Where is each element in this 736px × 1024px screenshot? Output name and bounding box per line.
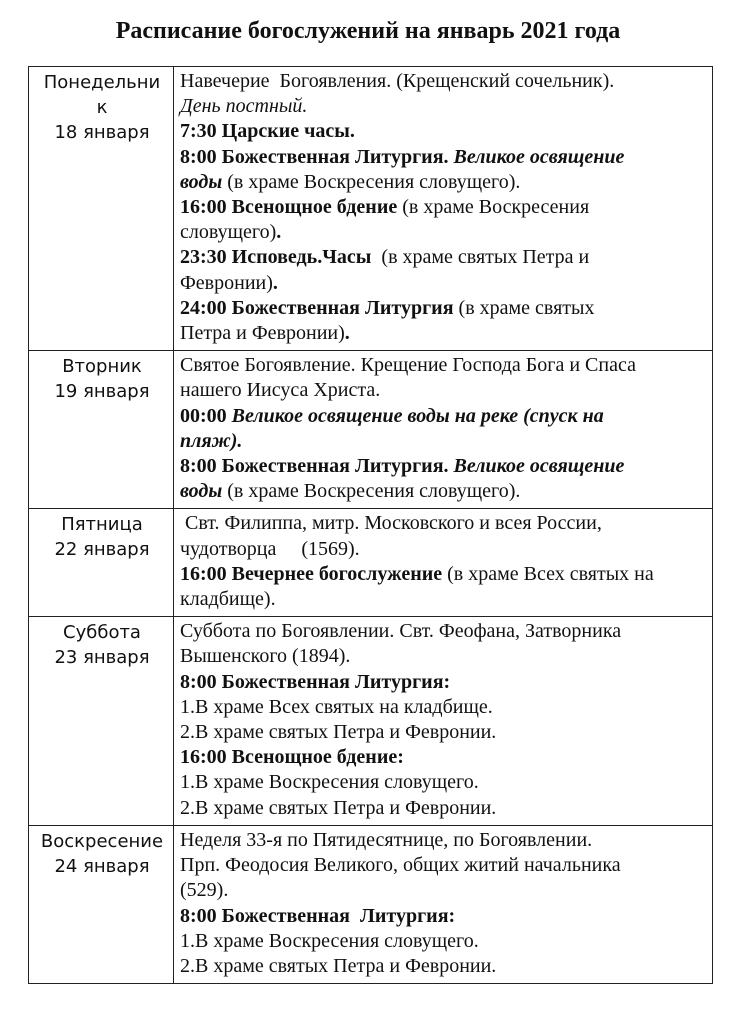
day-label: 23 января (54, 647, 150, 669)
text-run: (в храме святых Петра и (371, 246, 590, 269)
service-line (180, 220, 708, 245)
service-line (180, 619, 708, 644)
text-run: Святое Богоявление. Крещение Господа Бога и Спаса (180, 354, 636, 377)
text-run: 1.В храме Воскресения словущего. (180, 771, 479, 794)
service-line (180, 904, 708, 929)
day-cell (29, 617, 174, 826)
day-label: 19 января (54, 381, 150, 403)
services-cell (174, 825, 713, 983)
text-run: (в храме Всех святых на (442, 562, 654, 585)
text-run: пляж). (180, 429, 243, 452)
service-line (180, 119, 708, 144)
day-cell (29, 351, 174, 509)
text-run: словущего) (180, 221, 277, 244)
day-label: Понедельни (43, 72, 161, 93)
text-run: чудотворца (1569). (180, 537, 360, 560)
text-run: Великое освящение (453, 455, 625, 478)
text-run: 8:00 Божественная Литургия. (180, 455, 454, 478)
service-line (180, 537, 708, 562)
service-line (180, 170, 708, 195)
service-line (180, 245, 708, 270)
text-run: Навечерие Богоявления. (Крещенский сочельник). (180, 70, 615, 92)
services-cell (174, 617, 713, 826)
day-label: 18 января (54, 122, 150, 143)
text-run: 16:00 Вечернее богослужение (180, 562, 443, 585)
text-run: 2.В храме святых Петра и Февронии. (180, 954, 497, 977)
service-line (180, 296, 708, 321)
day-label: Вторник (62, 356, 142, 378)
service-line (180, 720, 708, 745)
service-line (180, 145, 708, 170)
text-run: Вышенского (1894). (180, 645, 351, 668)
service-line (180, 587, 708, 612)
text-run: воды (180, 170, 223, 193)
service-line (180, 695, 708, 720)
service-line (180, 670, 708, 695)
service-line (180, 929, 708, 954)
text-run: Прп. Феодосия Великого, общих житий начальника (180, 854, 621, 877)
text-run: Суббота по Богоявлении. Свт. Феофана, Затворника (180, 620, 622, 643)
day-label: к (96, 97, 108, 118)
text-run: . (276, 221, 282, 244)
service-line (180, 511, 708, 536)
services-cell (174, 351, 713, 509)
service-line (180, 321, 708, 346)
service-line (180, 404, 708, 429)
service-line (180, 770, 708, 795)
text-run: (в храме Воскресения словущего). (222, 170, 521, 193)
text-run: 1.В храме Всех святых на кладбище. (180, 695, 493, 718)
service-line (180, 853, 708, 878)
text-run: (529). (180, 879, 229, 902)
text-run: Февронии) (180, 271, 273, 294)
services-cell (174, 509, 713, 617)
service-line (180, 479, 708, 504)
text-run: кладбище). (180, 588, 276, 611)
text-run: 23:30 Исповедь.Часы (180, 246, 372, 269)
service-line (180, 828, 708, 853)
text-run: (в храме святых (453, 296, 595, 319)
text-run: 16:00 Всенощное бдение: (180, 746, 404, 769)
text-run: нашего Иисуса Христа. (180, 379, 381, 402)
text-run: День постный. (180, 95, 308, 118)
text-run: Великое освящение (453, 145, 625, 168)
text-run: 16:00 Всенощное бдение (180, 196, 398, 219)
schedule-row (29, 825, 713, 983)
service-line (180, 954, 708, 979)
text-run: 00:00 (180, 404, 232, 427)
text-run: Великое освящение воды на реке (спуск на (231, 404, 604, 427)
text-run: 7:30 Царские часы. (180, 120, 355, 143)
text-run: 1.В храме Воскресения словущего. (180, 929, 479, 952)
day-label: Воскресение (40, 830, 164, 852)
text-run: 8:00 Божественная Литургия: (180, 904, 456, 927)
text-run: Петра и Февронии) (180, 322, 345, 345)
text-run: 8:00 Божественная Литургия: (180, 670, 451, 693)
text-run: Свт. Филиппа, митр. Московского и всея России, (180, 512, 602, 535)
day-cell (29, 67, 174, 351)
service-line (180, 69, 708, 94)
text-run: 2.В храме святых Петра и Февронии. (180, 721, 497, 744)
day-label: 24 января (54, 855, 150, 877)
service-line (180, 562, 708, 587)
text-run: (в храме Воскресения (397, 196, 590, 219)
schedule-row (29, 67, 713, 351)
day-cell (29, 825, 174, 983)
schedule-table (28, 66, 713, 984)
text-run: (в храме Воскресения словущего). (222, 480, 521, 503)
service-line (180, 195, 708, 220)
text-run: 24:00 Божественная Литургия (180, 296, 454, 319)
text-run: 8:00 Божественная Литургия. (180, 145, 454, 168)
service-line (180, 745, 708, 770)
service-line (180, 353, 708, 378)
schedule-row (29, 617, 713, 826)
day-label: Пятница (61, 514, 143, 536)
service-line (180, 796, 708, 821)
day-label: 22 января (54, 539, 150, 561)
service-line (180, 454, 708, 479)
page-title: Расписание богослужений на январь 2021 года (115, 18, 621, 44)
service-line (180, 271, 708, 296)
schedule-row (29, 509, 713, 617)
text-run: Неделя 33-я по Пятидесятнице, по Богоявлении. (180, 828, 593, 851)
service-line (180, 429, 708, 454)
day-cell (29, 509, 174, 617)
service-line (180, 878, 708, 903)
services-cell (174, 67, 713, 351)
text-run: 2.В храме святых Петра и Февронии. (180, 796, 497, 819)
service-line (180, 378, 708, 403)
service-line (180, 94, 708, 119)
text-run: воды (180, 480, 223, 503)
text-run: . (272, 271, 278, 294)
text-run: . (344, 322, 350, 345)
service-line (180, 644, 708, 669)
day-label: Суббота (63, 622, 141, 644)
schedule-row (29, 351, 713, 509)
